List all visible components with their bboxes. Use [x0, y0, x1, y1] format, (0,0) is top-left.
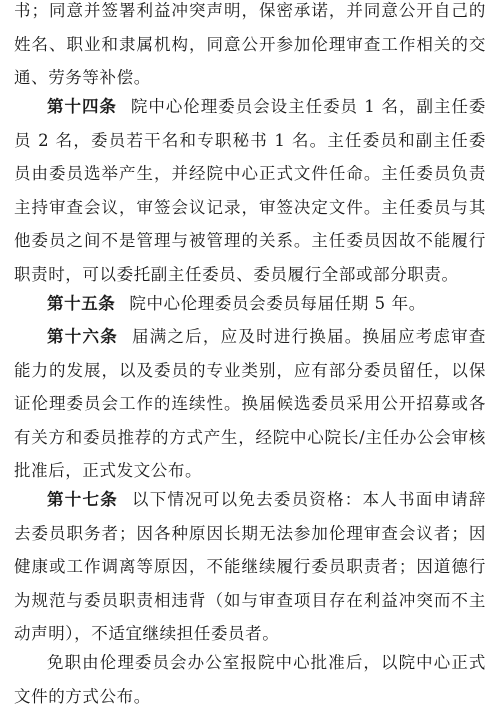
paragraph-text: 院中心伦理委员会设主任委员 1 名，副主任委员 2 名，委员若干名和专职秘书 1 名。主任委员和副主任委员由委员选举产生，并经院中心正式文件任命。主任委员负责主持审查会议，审签会议记录，审签决定文件。主任委员与其他委员之间不是管理与被管理的关系。主任委员因故不能履行职责时，可以委托副主任委员、委员履行全部或部分职责。 — [14, 97, 486, 284]
article-heading: 第十五条 — [47, 294, 116, 313]
paragraph-text: 免职由伦理委员会办公室报院中心批准后，以院中心正式文件的方式公布。 — [14, 653, 486, 706]
paragraph-text: 以下情况可以免去委员资格：本人书面申请辞去委员职务者；因各种原因长期无法参加伦理审查会议者；因健康或工作调离等原因，不能继续履行委员职责者；因道德行为规范与委员职责相违背（如与审查项目存在利益冲突而不主动声明），不适宜继续担任委员者。 — [14, 490, 487, 643]
article-heading: 第十四条 — [47, 97, 117, 116]
closing-paragraph — [14, 646, 486, 713]
paragraph-continuation — [14, 0, 486, 95]
article-heading: 第十七条 — [47, 490, 118, 509]
article-17-paragraph — [14, 483, 486, 651]
paragraph-text: 届满之后，应及时进行换届。换届应考虑审查能力的发展，以及委员的专业类别，应有部分委员留任，以保证伦理委员会工作的连续性。换届候选委员采用公开招募或各有关方和委员推荐的方式产生，经院中心院长/主任办公会审核批准后，正式发文公布。 — [14, 327, 487, 480]
paragraph-text: 院中心伦理委员会委员每届任期 5 年。 — [129, 294, 426, 313]
article-16-paragraph — [14, 320, 486, 488]
article-14-paragraph — [14, 90, 486, 291]
article-15-paragraph — [14, 287, 486, 321]
article-heading: 第十六条 — [47, 327, 118, 346]
paragraph-text: 书；同意并签署利益冲突声明，保密承诺，并同意公开自己的姓名、职业和隶属机构，同意公开参加伦理审查工作相关的交通、劳务等补偿。 — [14, 1, 486, 87]
